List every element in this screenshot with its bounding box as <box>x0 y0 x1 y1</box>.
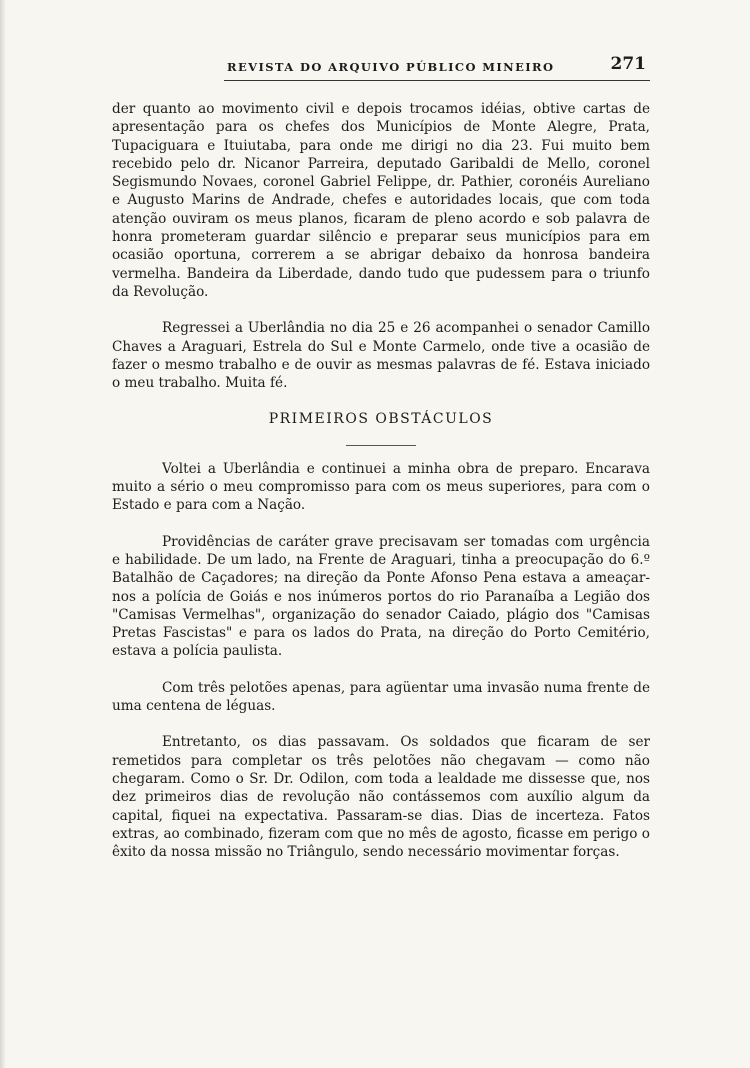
page-body <box>112 100 650 879</box>
paragraph-4: Providências de caráter grave precisavam ser tomadas com urgência e habilidade. De um lado, na Frente de Araguari, tinha a preocupação do 6.º Batalhão de Caçadores; na direção da Ponte Afonso Pena estava a ameaçar-nos a polícia de Goiás e nos inúmeros portos do rio Paranaíba a Legião dos "Camisas Vermelhas", organização do senador Caiado, plágio dos "Camisas Pretas Fascistas" e para os lados do Prata, na direção do Porto Cemitério, estava a polícia paulista. <box>112 533 650 660</box>
section-heading: PRIMEIROS OBSTÁCULOS <box>268 411 494 428</box>
section-rule <box>346 445 416 446</box>
page-number: 271 <box>610 54 646 74</box>
running-title: REVISTA DO ARQUIVO PÚBLICO MINEIRO <box>227 60 555 74</box>
paragraph-3: Voltei a Uberlândia e continuei a minha obra de preparo. Encarava muito a sério o meu compromisso para com os meus superiores, para com o Estado e para com a Nação. <box>112 460 650 514</box>
paragraph-2: Regressei a Uberlândia no dia 25 e 26 acompanhei o senador Camillo Chaves a Araguari, Estrela do Sul e Monte Carmelo, onde tive a ocasião de fazer o mesmo trabalho e de ouvir as mesmas palavras de fé. Estava iniciado o meu trabalho. Muita fé. <box>112 320 650 392</box>
header-rule <box>224 80 650 81</box>
paragraph-5: Com três pelotões apenas, para agüentar uma invasão numa frente de uma centena de léguas. <box>112 679 650 715</box>
paragraph-6: Entretanto, os dias passavam. Os soldados que ficaram de ser remetidos para completar os três pelotões não chegavam — como não chegaram. Como o Sr. Dr. Odilon, com toda a lealdade me dissesse que, nos dez primeiros dias de revolução não contássemos com auxílio algum da capital, fiquei na expectativa. Passaram-se dias. Dias de incerteza. Fatos extras, ao combinado, fizeram com que no mês de agosto, ficasse em perigo o êxito da nossa missão no Triângulo, sendo necessário movimentar forças. <box>112 734 650 861</box>
page-spine-shadow <box>0 0 6 1068</box>
page-header <box>112 52 650 86</box>
paragraph-1: der quanto ao movimento civil e depois trocamos idéias, obtive cartas de apresentação para os chefes dos Municípios de Monte Alegre, Prata, Tupaciguara e Ituiutaba, para onde me dirigi no dia 23. Fui muito bem recebido pelo dr. Nicanor Parreira, deputado Garibaldi de Mello, coronel Segismundo Novaes, coronel Gabriel Felippe, dr. Pathier, coronéis Aureliano e Augusto Marins de Andrade, chefes e autoridades locais, que com toda atenção ouviram os meus planos, ficaram de pleno acordo e sob palavra de honra prometeram guardar silêncio e preparar seus municípios para em ocasião oportuna, correrem a se abrigar debaixo da honrosa bandeira vermelha. Bandeira da Liberdade, dando tudo que pudessem para o triunfo da Revolução. <box>112 101 650 300</box>
